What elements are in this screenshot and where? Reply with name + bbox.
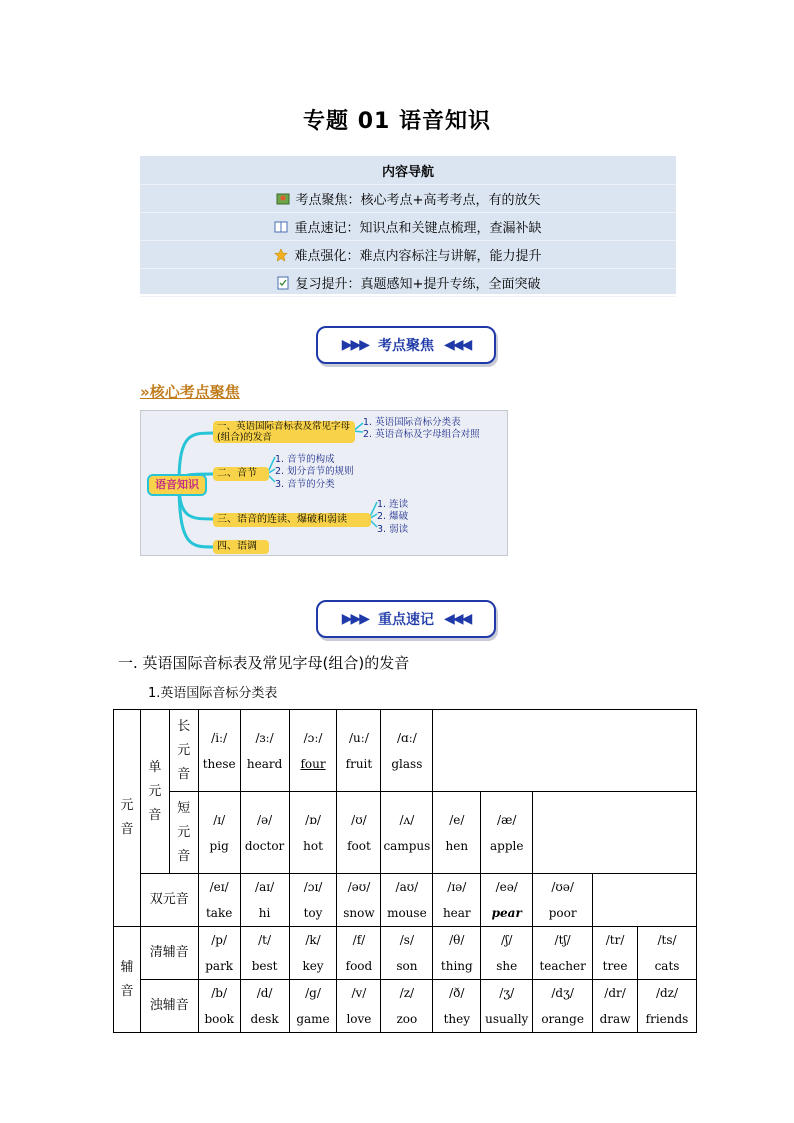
- nav-header: 内容导航: [140, 156, 676, 185]
- nav-item: [140, 213, 676, 241]
- ipa-cell: /uː/ fruit: [337, 710, 381, 792]
- badge-label: 重点速记: [378, 612, 434, 628]
- ipa-cell: /k/ key: [289, 927, 337, 980]
- ipa-cell: /ɑː/ glass: [381, 710, 433, 792]
- ipa-cell: /ə/ doctor: [240, 792, 289, 874]
- ipa-cell: /ɪ/ pig: [198, 792, 240, 874]
- empty-cell: [533, 792, 697, 874]
- ipa-cell: /z/ zoo: [381, 980, 433, 1033]
- mind-map-leaf: 2. 爆破: [377, 511, 409, 522]
- ipa-cell: /eə/ pear: [481, 874, 533, 927]
- content-navigation: [140, 156, 676, 294]
- section-badge-memo: [316, 600, 496, 638]
- voiceless-label: 清辅音: [140, 927, 198, 980]
- ipa-cell: /ɪə/ hear: [433, 874, 481, 927]
- ipa-cell: /ʌ/ campus: [381, 792, 433, 874]
- diphthong-label: 双元音: [140, 874, 198, 927]
- ipa-cell: /dr/ draw: [593, 980, 638, 1033]
- ipa-cell: /f/ food: [337, 927, 381, 980]
- mind-map-branch: 一、英语国际音标表及常见字母(组合)的发音: [213, 421, 355, 443]
- ipa-cell: /æ/ apple: [481, 792, 533, 874]
- mind-map-branch: 四、语调: [213, 540, 269, 554]
- section-subheading: 1.英语国际音标分类表: [148, 686, 278, 701]
- ipa-cell: /aɪ/ hi: [240, 874, 289, 927]
- nav-item-text: 考点聚焦：核心考点+高考考点，有的放矢: [295, 193, 541, 208]
- ipa-cell: /dz/ friends: [638, 980, 697, 1033]
- mind-map-branch: 三、语音的连读、爆破和弱读: [213, 513, 371, 527]
- ipa-cell: /ʃ/ she: [481, 927, 533, 980]
- ipa-cell: /aʊ/ mouse: [381, 874, 433, 927]
- empty-cell: [593, 874, 697, 927]
- monophthong-label: 单 元 音: [140, 710, 169, 874]
- mind-map-leaf: 3. 音节的分类: [275, 479, 335, 490]
- ipa-cell: /ɒ/ hot: [289, 792, 337, 874]
- mind-map-leaf: 3. 弱读: [377, 524, 409, 535]
- ipa-cell: /d/ desk: [240, 980, 289, 1033]
- nav-item: [140, 241, 676, 269]
- page-title: 专题 01 语音知识: [303, 109, 491, 134]
- ipa-cell: /ð/ they: [433, 980, 481, 1033]
- ipa-cell: /ʒ/ usually: [481, 980, 533, 1033]
- ipa-table: [113, 709, 697, 1033]
- ipa-cell: /ʊə/ poor: [533, 874, 593, 927]
- ipa-cell: /dʒ/ orange: [533, 980, 593, 1033]
- checklist-icon: [276, 276, 290, 290]
- ipa-cell: /tʃ/ teacher: [533, 927, 593, 980]
- mind-map-leaf: 2. 划分音节的规则: [275, 466, 354, 477]
- ipa-cell: /tr/ tree: [593, 927, 638, 980]
- ipa-cell: /iː/ these: [198, 710, 240, 792]
- voiced-label: 浊辅音: [140, 980, 198, 1033]
- arrow-right-icon: ▶▶▶: [341, 337, 368, 353]
- empty-cell: [433, 710, 697, 792]
- map-icon: [276, 192, 290, 206]
- mind-map-leaf: 1. 英语国际音标分类表: [363, 417, 461, 428]
- mind-map: [140, 410, 508, 556]
- consonant-label: 辅 音: [114, 927, 141, 1033]
- ipa-cell: /ɔː/ four: [289, 710, 337, 792]
- subheading-core-focus: »核心考点聚焦: [140, 383, 240, 401]
- ipa-cell: /ʊ/ foot: [337, 792, 381, 874]
- mind-map-leaf: 1. 音节的构成: [275, 454, 335, 465]
- arrow-left-icon: ◀◀◀: [444, 337, 471, 353]
- mind-map-root: 语音知识: [147, 474, 207, 496]
- ipa-cell: /e/ hen: [433, 792, 481, 874]
- mind-map-leaf: 2. 英语音标及字母组合对照: [363, 429, 480, 440]
- nav-item-text: 复习提升：真题感知+提升专练，全面突破: [295, 277, 541, 292]
- book-icon: [274, 220, 288, 234]
- star-icon: [274, 248, 288, 262]
- arrow-right-icon: ▶▶▶: [341, 611, 368, 627]
- nav-item: [140, 269, 676, 297]
- ipa-cell: /v/ love: [337, 980, 381, 1033]
- vowel-label: 元 音: [114, 710, 141, 927]
- ipa-cell: /s/ son: [381, 927, 433, 980]
- short-vowel-label: 短 元 音: [169, 792, 198, 874]
- ipa-cell: /əʊ/ snow: [337, 874, 381, 927]
- nav-item: [140, 185, 676, 213]
- nav-item-text: 重点速记：知识点和关键点梳理，查漏补缺: [294, 221, 542, 236]
- ipa-cell: /eɪ/ take: [198, 874, 240, 927]
- ipa-cell: /ɔɪ/ toy: [289, 874, 337, 927]
- nav-item-text: 难点强化：难点内容标注与讲解，能力提升: [294, 249, 542, 264]
- ipa-cell: /ɜː/ heard: [240, 710, 289, 792]
- ipa-cell: /θ/ thing: [433, 927, 481, 980]
- ipa-cell: /p/ park: [198, 927, 240, 980]
- ipa-cell: /g/ game: [289, 980, 337, 1033]
- arrow-left-icon: ◀◀◀: [444, 611, 471, 627]
- ipa-cell: /b/ book: [198, 980, 240, 1033]
- long-vowel-label: 长 元 音: [169, 710, 198, 792]
- section-badge-focus: [316, 326, 496, 364]
- ipa-cell: /ts/ cats: [638, 927, 697, 980]
- mind-map-branch: 二、音节: [213, 467, 269, 481]
- section-heading: 一. 英语国际音标表及常见字母(组合)的发音: [118, 654, 410, 672]
- mind-map-leaf: 1. 连读: [377, 499, 409, 510]
- badge-label: 考点聚焦: [378, 338, 434, 354]
- ipa-cell: /t/ best: [240, 927, 289, 980]
